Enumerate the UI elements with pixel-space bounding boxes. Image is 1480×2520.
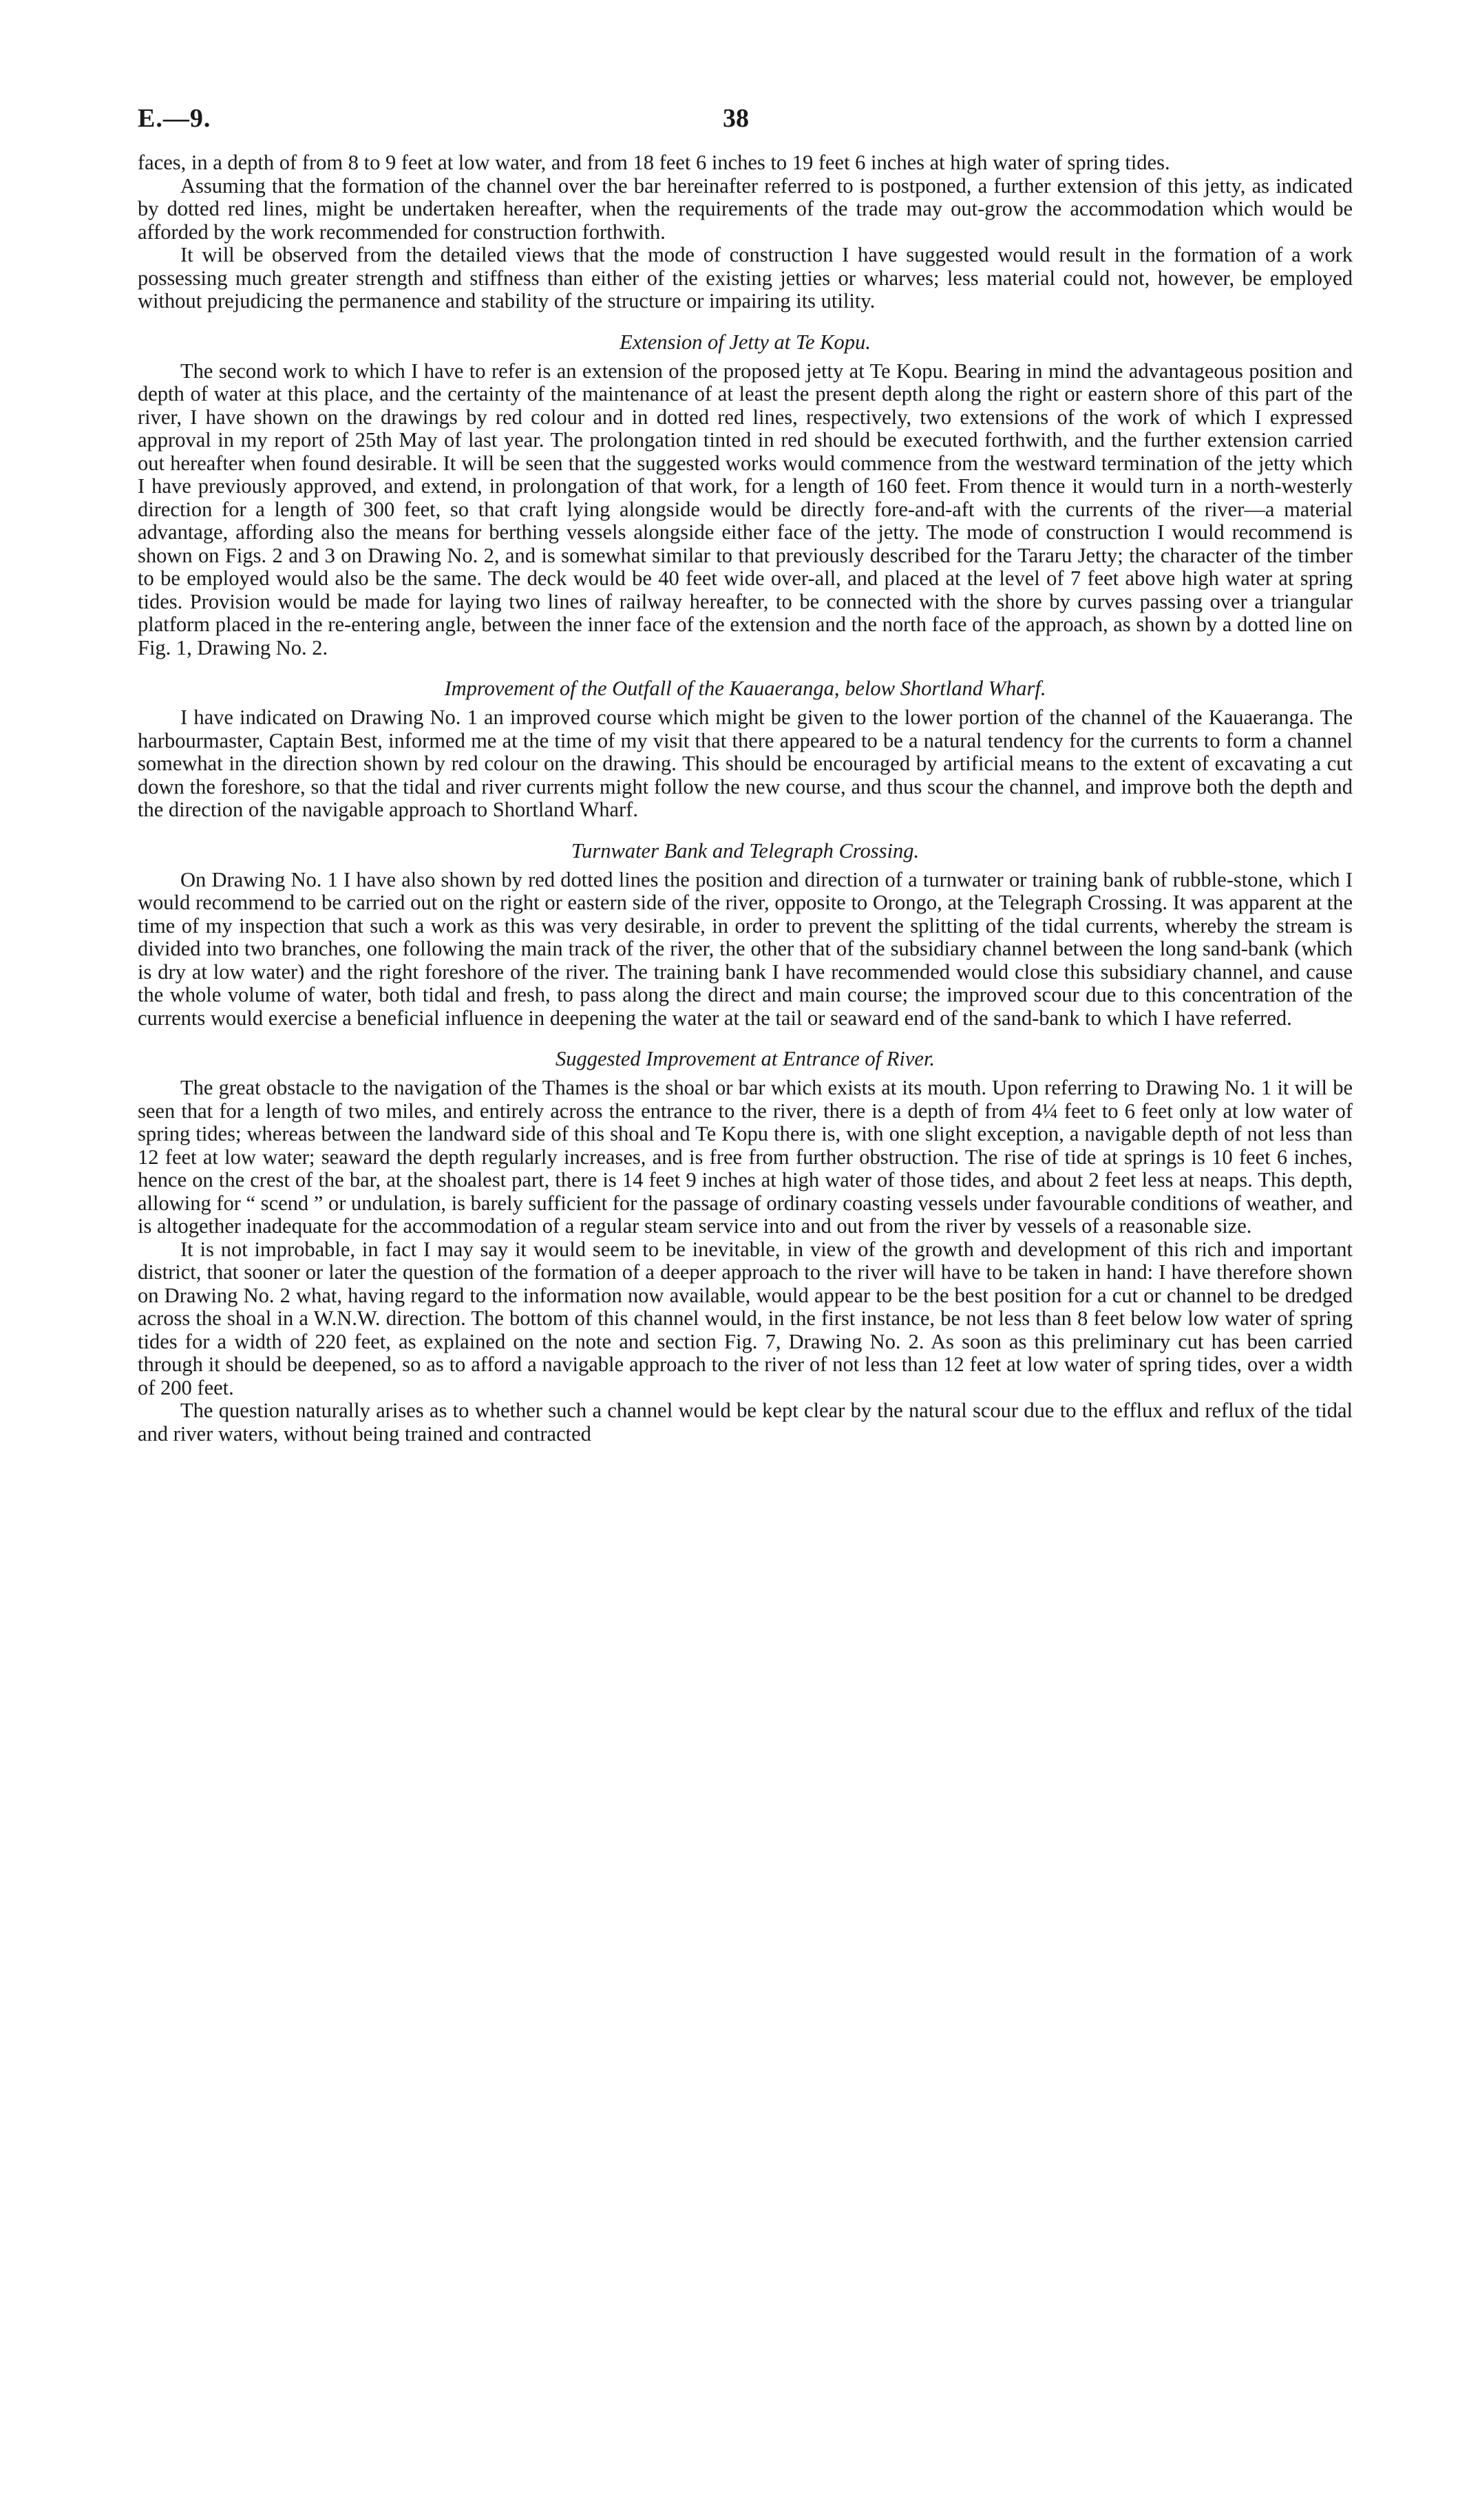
paragraph: Assuming that the formation of the channel over the bar hereinafter referred to is postponed, a further extension of this jetty, as indicated by dotted red lines, might be undertaken hereafter, when the requirements of the trade may out-grow the accommodation which would be afforded by the work recommended for construction forthwith. — [138, 173, 1353, 244]
paragraph: On Drawing No. 1 I have also shown by red dotted lines the position and direction of a turnwater or training bank of rubble-stone, which I would recommend to be carried out on the right or eastern side of the river, opposite to Orongo, at the Telegraph Crossing. It was apparent at the time of my inspection that such a work as this was very desirable, in order to prevent the splitting of the tidal currents, whereby the stream is divided into two branches, one following the main track of the river, the other that of the subsidiary channel between the long sand-bank (which is dry at low water) and the right foreshore of the river. The training bank I have recommended would close this subsidiary channel, and cause the whole volume of water, both tidal and fresh, to pass along the direct and main course; the improved scour due to this concentration of the currents would exercise a beneficial influence in deepening the water at the tail or seaward end of the sand-bank to which I have referred. — [138, 867, 1353, 1030]
page-number: 38 — [723, 104, 749, 133]
body-text — [138, 151, 1353, 1446]
section-heading: Suggested Improvement at Entrance of River. — [555, 1047, 935, 1070]
page-header — [138, 103, 1353, 151]
section-te-kopu-jetty — [138, 330, 1353, 660]
section-heading: Extension of Jetty at Te Kopu. — [620, 330, 871, 354]
paragraph: The great obstacle to the navigation of the Thames is the shoal or bar which exists at its mouth. Upon referring to Drawing No. 1 it will be seen that for a length of two miles, and entirely across the entrance to the river, there is a depth of from 4¼ feet to 6 feet only at low water of spring tides; whereas between the landward side of this shoal and Te Kopu there is, with one slight exception, a navigable depth of not less than 12 feet at low water; seaward the depth regularly increases, and is free from further obstruction. The rise of tide at springs is 10 feet 6 inches, hence on the crest of the bar, at the shoalest part, there is 14 feet 9 inches at high water of those tides, and about 2 feet less at neaps. This depth, allowing for “ scend ” or undulation, is barely sufficient for the passage of ordinary coasting vessels under favourable conditions of weather, and is altogether inadequate for the accommodation of a regular steam service into and out from the river by vessels of a reasonable size. — [138, 1076, 1353, 1238]
section-turnwater-bank — [138, 838, 1353, 1030]
section-kauaeranga-outfall — [138, 676, 1353, 822]
section-continuation — [138, 151, 1353, 313]
document-page — [138, 103, 1353, 1446]
section-heading: Improvement of the Outfall of the Kauaeranga, below Shortland Wharf. — [444, 677, 1046, 700]
section-river-entrance — [138, 1046, 1353, 1446]
paragraph: faces, in a depth of from 8 to 9 feet at low water, and from 18 feet 6 inches to 19 feet 6 inches at high water of spring tides. — [138, 151, 1170, 174]
paragraph: I have indicated on Drawing No. 1 an improved course which might be given to the lower portion of the channel of the Kauaeranga. The harbourmaster, Captain Best, informed me at the time of my visit that there appeared to be a natural tendency for the currents to form a channel somewhat in the direction shown by red colour on the drawing. This should be encouraged by artificial means to the extent of excavating a cut down the foreshore, so that the tidal and river currents might follow the new course, and thus scour the channel, and improve both the depth and the direction of the navigable approach to Shortland Wharf. — [138, 706, 1353, 821]
document-reference: E.—9. — [138, 104, 211, 133]
paragraph: It is not improbable, in fact I may say it would seem to be inevitable, in view of the growth and development of this rich and important district, that sooner or later the question of the formation of a deeper approach to the river will have to be taken in hand: I have therefore shown on Drawing No. 2 what, having regard to the information now available, would appear to be the best position for a cut or channel to be dredged across the shoal in a W.N.W. direction. The bottom of this channel would, in the first instance, be not less than 8 feet below low water of spring tides for a width of 220 feet, as explained on the note and section Fig. 7, Drawing No. 2. As soon as this preliminary cut has been carried through it should be deepened, so as to afford a navigable approach to the river of not less than 12 feet at low water of spring tides, over a width of 200 feet. — [138, 1237, 1353, 1399]
section-heading: Turnwater Bank and Telegraph Crossing. — [571, 838, 920, 862]
paragraph: The question naturally arises as to whether such a channel would be kept clear by the natural scour due to the efflux and reflux of the tidal and river waters, without being trained and contracted — [138, 1399, 1353, 1446]
paragraph: The second work to which I have to refer is an extension of the proposed jetty at Te Kopu. Bearing in mind the advantageous position and depth of water at this place, and the certainty of the maintenance of at least the present depth along the right or eastern shore of this part of the river, I have shown on the drawings by red colour and in dotted red lines, respectively, two extensions of the work of which I expressed approval in my report of 25th May of last year. The prolongation tinted in red should be executed forthwith, and the further extension carried out hereafter when found desirable. It will be seen that the suggested works would commence from the westward termination of the jetty which I have previously approved, and extend, in prolongation of that work, for a length of 160 feet. From thence it would turn in a north-westerly direction for a length of 300 feet, so that craft lying alongside would be directly fore-and-aft with the currents of the river—a material advantage, affording also the means for berthing vessels alongside either face of the jetty. The mode of construction I would recommend is shown on Figs. 2 and 3 on Drawing No. 2, and is somewhat similar to that previously described for the Tararu Jetty; the character of the timber to be employed would also be the same. The deck would be 40 feet wide over-all, and placed at the level of 7 feet above high water at spring tides. Provision would be made for laying two lines of railway hereafter, to be connected with the shore by curves passing over a triangular platform placed in the re-entering angle, between the inner face of the extension and the north face of the approach, as shown by a dotted line on Fig. 1, Drawing No. 2. — [138, 359, 1353, 659]
paragraph: It will be observed from the detailed views that the mode of construction I have suggested would result in the formation of a work possessing much greater strength and stiffness than either of the existing jetties or wharves; less material could not, however, be employed without prejudicing the permanence and stability of the structure or impairing its utility. — [138, 243, 1353, 313]
